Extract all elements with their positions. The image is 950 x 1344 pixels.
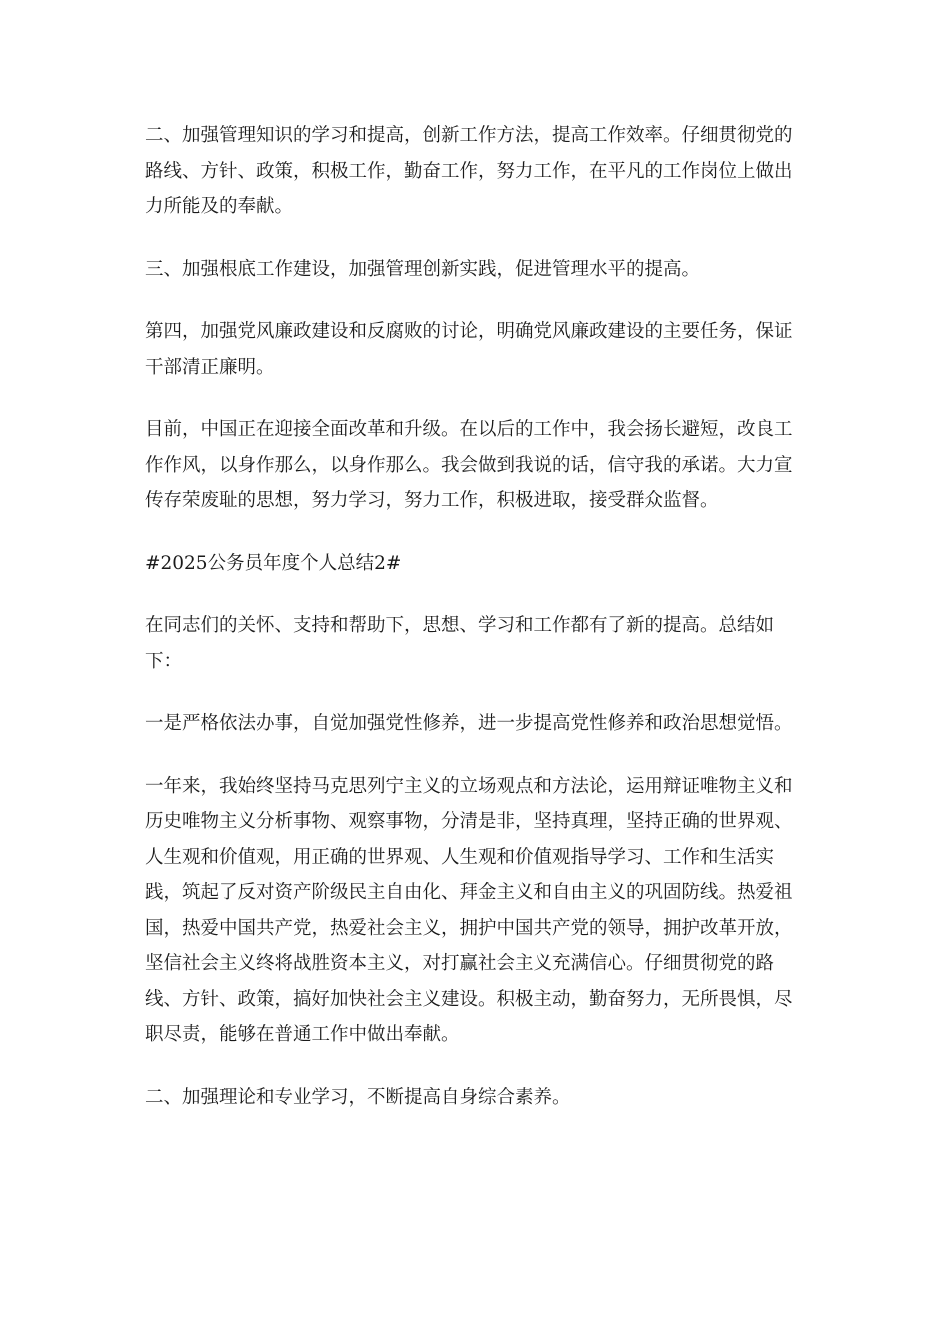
paragraph-reform-upgrade: 目前，中国正在迎接全面改革和升级。在以后的工作中，我会扬长避短，改良工作作风，以身作那么，以身作那么。我会做到我说的话，信守我的承诺。大力宣传存荣废耻的思想，努力学习，努力工作，积极进取，接受群众监督。 <box>145 419 793 511</box>
paragraph-point-two: 二、加强理论和专业学习，不断提高自身综合素养。 <box>145 1086 571 1108</box>
section-heading: #2025公务员年度个人总结2# <box>145 552 402 574</box>
document-body <box>145 118 810 1142</box>
paragraph-intro-summary: 在同志们的关怀、支持和帮助下，思想、学习和工作都有了新的提高。总结如下： <box>145 615 775 672</box>
paragraph-foundation-work: 三、加强根底工作建设，加强管理创新实践，促进管理水平的提高。 <box>145 258 701 280</box>
paragraph-anti-corruption: 第四，加强党风廉政建设和反腐败的讨论，明确党风廉政建设的主要任务，保证干部清正廉明。 <box>145 321 793 378</box>
paragraph-point-one: 一是严格依法办事，自觉加强党性修养，进一步提高党性修养和政治思想觉悟。 <box>145 713 793 734</box>
paragraph-year-review: 一年来，我始终坚持马克思列宁主义的立场观点和方法论，运用辩证唯物主义和历史唯物主义分析事物、观察事物，分清是非，坚持真理，坚持正确的世界观、人生观和价值观，用正确的世界观、人生观和价值观指导学习、工作和生活实践，筑起了反对资产阶级民主自由化、拜金主义和自由主义的巩固防线。热爱祖国，热爱中国共产党，热爱社会主义，拥护中国共产党的领导，拥护改革开放，坚信社会主义终将战胜资本主义，对打赢社会主义充满信心。仔细贯彻党的路线、方针、政策，搞好加快社会主义建设。积极主动，勤奋努力，无所畏惧，尽职尽责，能够在普通工作中做出奉献。 <box>145 775 793 1045</box>
paragraph-management-study: 二、加强管理知识的学习和提高，创新工作方法，提高工作效率。仔细贯彻党的路线、方针、政策，积极工作，勤奋工作，努力工作，在平凡的工作岗位上做出力所能及的奉献。 <box>145 125 793 217</box>
